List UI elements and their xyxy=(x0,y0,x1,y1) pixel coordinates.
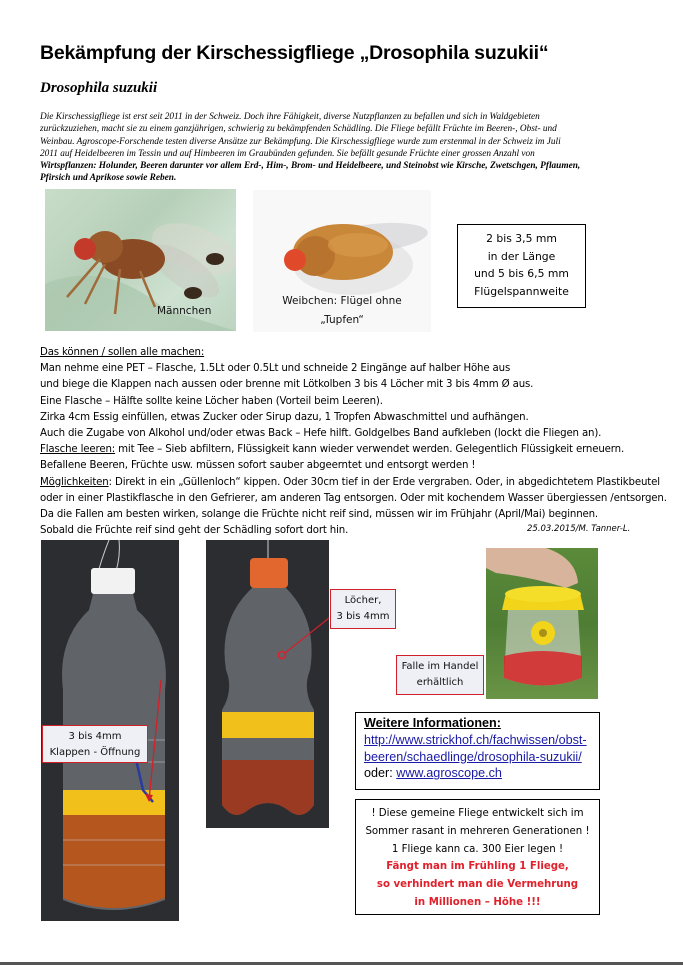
empty-bottle-label: Flasche leeren: xyxy=(40,444,116,456)
warning-box xyxy=(355,799,600,915)
info-heading: Weitere Informationen: xyxy=(364,716,501,730)
instructions-section xyxy=(40,345,667,539)
flap-opening-callout xyxy=(42,725,148,763)
warning-highlight-line: so verhindert man die Vermehrung xyxy=(376,879,579,891)
empty-bottle-text: mit Tee – Sieb abfiltern, Flüssigkeit kann wieder verwendet werden. Gelegentlich Flüssigkeit erneuern. xyxy=(115,444,625,456)
intro-line: Pfirsich und Aprikose sowie Reben. xyxy=(40,173,177,184)
size-line: in der Länge xyxy=(487,249,556,263)
further-info-box xyxy=(355,712,600,790)
intro-line: Weinbau. Agroscope-Forschende testen diverse Ansätze zur Bekämpfung. Die Kirschessigfliege wurde zum erstenmal in der Schweiz im Juli xyxy=(40,136,561,147)
size-info-box xyxy=(457,224,586,308)
female-fly-photo xyxy=(253,190,431,332)
callout-line: Löcher, xyxy=(344,595,382,606)
page-title: Bekämpfung der Kirschessigfliege „Drosophila suzukii“ xyxy=(40,42,549,64)
callout-line: Klappen - Öffnung xyxy=(49,747,141,758)
instruction-line: oder in einer Plastikflasche in den Gefrierer, am anderen Tag entsorgen. Oder mit kochendem Wasser übergiessen /entsorgen. xyxy=(40,492,667,504)
warning-line: 1 Fliege kann ca. 300 Eier legen ! xyxy=(391,843,564,855)
options-label: Möglichkeiten xyxy=(40,476,109,488)
warning-line: ! Diese gemeine Fliege entwickelt sich im xyxy=(371,808,584,819)
agroscope-link[interactable]: www.agroscope.ch xyxy=(396,766,502,781)
female-caption-line: Weibchen: Flügel ohne xyxy=(282,295,402,307)
instruction-line xyxy=(40,475,660,491)
female-caption xyxy=(262,292,422,330)
callout-line: 3 bis 4mm xyxy=(68,731,122,742)
options-text: : Direkt in ein „Güllenloch“ kippen. Oder 30cm tief in der Erde vergraben. Oder, in abgedichtetem Plastikbeutel xyxy=(108,476,660,488)
instruction-line: Da die Fallen am besten wirken, solange die Früchte nicht reif sind, müssen wir im Frühjahr (April/Mai) beginnen. xyxy=(40,508,599,520)
warning-highlight-line: Fängt man im Frühling 1 Fliege, xyxy=(386,861,569,873)
small-bottle-trap-photo xyxy=(206,540,329,828)
callout-line: erhältlich xyxy=(416,677,464,688)
commercial-trap-photo xyxy=(486,548,598,699)
trap-icon xyxy=(486,548,598,699)
shop-trap-callout xyxy=(396,655,484,695)
or-label: oder: xyxy=(364,766,397,781)
intro-line: Die Kirschessigfliege ist erst seit 2011 in der Schweiz. Doch ihre Fähigkeit, diverse Nutzpflanzen zu befallen und sich in Waldgebieten xyxy=(40,112,540,122)
intro-paragraph xyxy=(40,111,645,185)
species-subtitle: Drosophila suzukii xyxy=(40,80,158,96)
male-fly-photo xyxy=(45,189,236,331)
instruction-line: Man nehme eine PET – Flasche, 1.5Lt oder 0.5Lt und schneide 2 Eingänge auf halber Höhe aus xyxy=(40,363,511,375)
instruction-line: Sobald die Früchte reif sind geht der Schädling sofort dort hin. xyxy=(40,525,349,537)
instruction-line: Auch die Zugabe von Alkohol und/oder etwas Back – Hefe hilft. Goldgelbes Band aufkleben (lockt die Fliegen an). xyxy=(40,427,602,439)
size-line: Flügelspannweite xyxy=(474,284,569,298)
warning-highlight-line: in Millionen – Höhe !!! xyxy=(414,896,541,908)
instruction-line xyxy=(40,442,660,458)
instruction-line: Zirka 4cm Essig einfüllen, etwas Zucker oder Sirup dazu, 1 Tropfen Abwaschmittel und aufhängen. xyxy=(40,411,529,423)
female-caption-line: „Tupfen“ xyxy=(320,314,364,326)
callout-line: Falle im Handel xyxy=(401,661,479,672)
size-line: 2 bis 3,5 mm xyxy=(486,232,557,245)
strickhof-link[interactable]: http://www.strickhof.ch/fachwissen/obst- xyxy=(364,732,587,747)
intro-line: 2011 auf Heidelbeeren im Tessin und auf Himbeeren im Graubünden gefunden. Sie befällt gesunde Früchte einer grossen Anzahl von xyxy=(40,148,535,159)
intro-line: zurückzuziehen, macht sie zu einem ganzjährigen, schwierig zu bekämpfenden Schädling. Die Fliege befällt Früchte im Beeren-, Obst- und xyxy=(40,124,557,135)
instruction-line: Eine Flasche – Hälfte sollte keine Löcher haben (Vorteil beim Leeren). xyxy=(40,395,383,407)
male-caption: Männchen xyxy=(157,305,212,317)
holes-callout xyxy=(330,589,396,629)
intro-line: Wirtspflanzen: Holunder, Beeren darunter vor allem Erd-, Him-, Brom- und Heidelbeere, und Steinobst wie Kirsche, Zwetschgen, Pflaumen, xyxy=(40,161,581,172)
callout-line: 3 bis 4mm xyxy=(336,611,390,622)
size-line: und 5 bis 6,5 mm xyxy=(474,267,569,280)
instruction-line: und biege die Klappen nach aussen oder brenne mit Lötkolben 3 bis 4 Löcher mit 3 bis 4mm Ø aus. xyxy=(40,379,534,391)
instructions-heading: Das können / sollen alle machen: xyxy=(40,347,205,358)
date-signature: 25.03.2015/M. Tanner-L. xyxy=(527,524,631,534)
bottle-icon xyxy=(206,540,329,828)
strickhof-link-continued[interactable]: beeren/schaedlinge/drosophila-suzukii/ xyxy=(364,749,582,764)
warning-line: Sommer rasant in mehreren Generationen ! xyxy=(365,825,590,837)
instruction-line: Befallene Beeren, Früchte usw. müssen sofort sauber abgeerntet und entsorgt werden ! xyxy=(40,460,476,472)
